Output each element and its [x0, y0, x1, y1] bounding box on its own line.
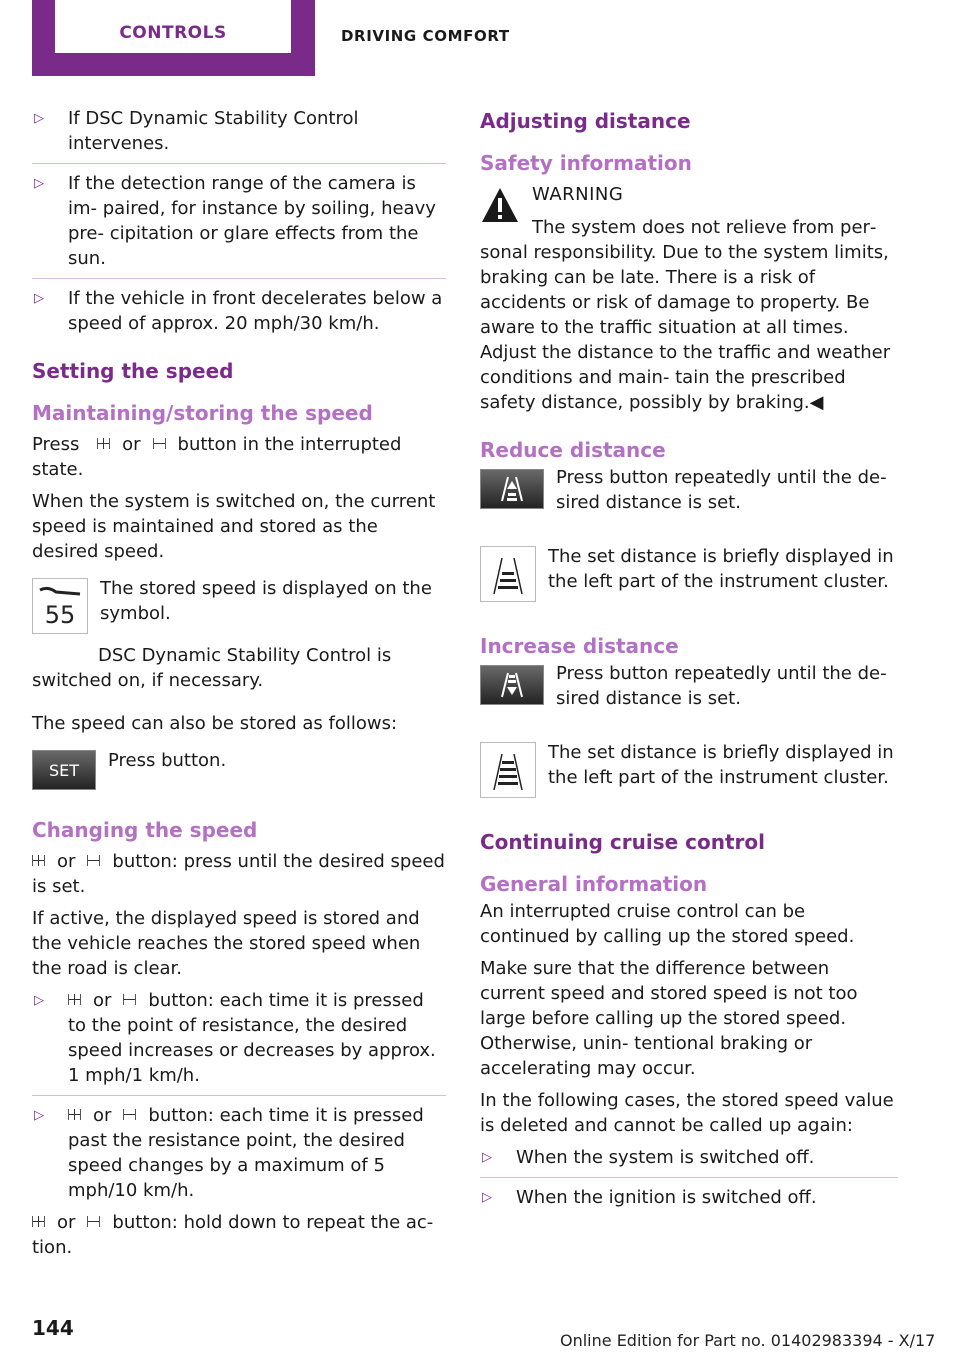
paragraph-hold: or button: hold down to repeat the ac‐ tion.: [32, 1212, 434, 1258]
warning-label: WARNING: [532, 184, 624, 205]
plus-button-icon: [32, 1216, 45, 1227]
distance-bars-display-icon: [480, 742, 536, 805]
right-column: [480, 106, 898, 1217]
list-item: ▷ If the vehicle in front decelerates below a speed of approx. 20 mph/30 km/h.: [34, 288, 443, 334]
plus-button-icon: [32, 855, 45, 866]
distance-decrease-button-icon: [480, 469, 544, 516]
chapter-tab-label: CONTROLS: [55, 0, 291, 53]
heading-changing-speed: Changing the speed: [32, 818, 258, 842]
minus-button-icon: [87, 1216, 100, 1227]
bullet-triangle-icon: ▷: [482, 1150, 492, 1165]
warning-triangle-icon: [480, 186, 520, 240]
divider: [32, 278, 446, 279]
set-button-block: SET Press button.: [32, 748, 446, 797]
paragraph-if-active: If active, the displayed speed is stored and the vehicle reaches the stored speed when the road is clear.: [32, 908, 421, 979]
list-item: ▷ If DSC Dynamic Stability Control intervenes.: [34, 108, 359, 154]
list-item: ▷ or button: each time it is pressed to the point of resistance, the desired speed increases or decreases by approx. 1 mph/1 km/h.: [34, 990, 436, 1086]
section-title: DRIVING COMFORT: [341, 27, 510, 45]
heading-safety-information: Safety information: [480, 151, 692, 175]
minus-button-icon: [123, 994, 136, 1005]
divider: [32, 163, 446, 164]
increase-display-block: The set distance is briefly displayed in the left part of the instrument cluster.: [480, 740, 898, 805]
list-item: ▷ If the detection range of the camera is im‐ paired, for instance by soiling, heavy pre‐ cipitation or glare effects from the sun.: [34, 173, 436, 269]
heading-increase-distance: Increase distance: [480, 634, 679, 658]
paragraph-following-cases: In the following cases, the stored speed value is deleted and cannot be called up again:: [480, 1090, 894, 1136]
warning-block: WARNING The system does not relieve from per‐: [480, 186, 898, 240]
set-button-icon: [32, 750, 96, 797]
divider: [32, 1095, 446, 1096]
minus-button-icon: [153, 438, 166, 449]
list-item: ▷ When the ignition is switched off.: [482, 1187, 817, 1208]
paragraph-dsc-on: DSC Dynamic Stability Control is switched on, if necessary.: [32, 645, 392, 691]
bullet-triangle-icon: ▷: [34, 993, 44, 1008]
heading-setting-speed: Setting the speed: [32, 359, 234, 383]
heading-reduce-distance: Reduce distance: [480, 438, 666, 462]
list-item: ▷ When the system is switched off.: [482, 1147, 815, 1168]
page-number: 144: [32, 1316, 74, 1340]
reduce-display-block: The set distance is briefly displayed in the left part of the instrument cluster.: [480, 544, 898, 609]
paragraph-make-sure: Make sure that the difference between current speed and stored speed is not too large before calling up the stored speed. Otherwise, unin‐ tentional braking or accelerating may occur.: [480, 958, 858, 1079]
list-item: ▷ or button: each time it is pressed past the resistance point, the desired speed changes by a maximum of 5 mph/10 km/h.: [34, 1105, 424, 1201]
left-column: [32, 106, 446, 1267]
speedometer-speed-icon: [32, 578, 88, 641]
heading-adjusting-distance: Adjusting distance: [480, 109, 691, 133]
increase-press-block: Press button repeatedly until the de‐ sired distance is set.: [480, 661, 898, 718]
distance-increase-button-icon: [480, 665, 544, 712]
distance-bars-display-icon: [480, 546, 536, 609]
svg-text:SET: SET: [48, 761, 80, 780]
plus-button-icon: [68, 1109, 81, 1120]
page-header: [0, 0, 960, 80]
heading-continuing-cruise-control: Continuing cruise control: [480, 830, 766, 854]
bullet-triangle-icon: ▷: [482, 1190, 492, 1205]
heading-general-information: General information: [480, 872, 708, 896]
heading-maintaining-speed: Maintaining/storing the speed: [32, 401, 373, 425]
paragraph-also-stored: The speed can also be stored as follows:: [32, 713, 398, 734]
paragraph-when-on: When the system is switched on, the current speed is maintained and stored as the desired speed.: [32, 491, 436, 562]
bullet-triangle-icon: ▷: [34, 176, 44, 191]
divider: [480, 1177, 898, 1178]
bullet-triangle-icon: ▷: [34, 111, 44, 126]
warning-text: sonal responsibility. Due to the system limits, braking can be late. There is a risk of accidents or risk of damage to property. Be aware to the traffic situation at all times. Adjust the distance to the traffic and weather conditions and main‐ tain the prescribed safety distance, possibly by braking.◀: [480, 242, 891, 413]
minus-button-icon: [87, 855, 100, 866]
minus-button-icon: [123, 1109, 136, 1120]
bullet-triangle-icon: ▷: [34, 1108, 44, 1123]
paragraph-interrupted: An interrupted cruise control can be continued by calling up the stored speed.: [480, 901, 855, 947]
paragraph-changing: or button: press until the desired speed is set.: [32, 851, 445, 897]
plus-button-icon: [97, 438, 110, 449]
stored-speed-block: 55 The stored speed is displayed on the symbol.: [32, 576, 446, 641]
reduce-press-block: Press button repeatedly until the de‐ sired distance is set.: [480, 465, 898, 522]
plus-button-icon: [68, 994, 81, 1005]
paragraph-press: Press or button in the interrupted state.: [32, 434, 402, 480]
chapter-tab-controls: [32, 0, 315, 76]
bullet-triangle-icon: ▷: [34, 291, 44, 306]
edition-note: Online Edition for Part no. 01402983394 - X/17: [560, 1331, 936, 1350]
svg-text:55: 55: [44, 601, 76, 629]
